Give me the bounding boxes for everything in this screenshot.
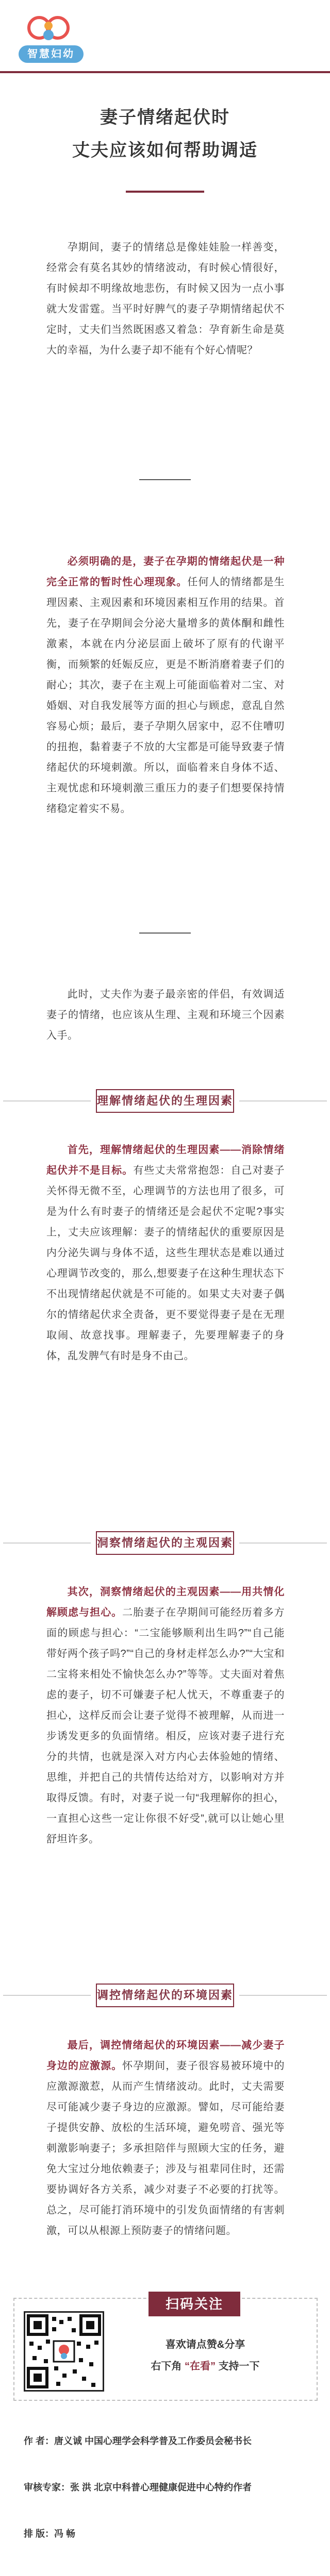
divider-1 — [139, 479, 191, 480]
credit-layout-label: 排 版： — [24, 2529, 55, 2539]
credit-layout-value: 冯 畅 — [54, 2529, 76, 2539]
credit-reviewer — [24, 2478, 312, 2497]
watching-support-text — [118, 2358, 293, 2372]
header-rule — [0, 71, 330, 73]
credit-author-value: 唐义诚 中国心理学会科学普及工作委员会秘书长 — [54, 2436, 252, 2446]
watching-pre: 右下角 — [151, 2361, 182, 2372]
header — [0, 0, 330, 242]
logo — [19, 12, 84, 64]
intro-paragraph — [46, 237, 285, 361]
subjective-highlight: 其次，洞察情绪起伏的主观因素——用共情化解顾虑与担心。 — [46, 1586, 285, 1618]
title-divider — [126, 191, 204, 193]
section-heading-subjective: 洞察情绪起伏的主观因素 — [96, 1531, 234, 1555]
normalcy-highlight: 必须明确的是，妻子在孕期的情绪起伏是一种完全正常的暂时性心理现象。 — [46, 556, 285, 588]
logo-text: 智慧妇幼 — [19, 45, 84, 63]
credit-author — [24, 2432, 312, 2450]
normalcy-text: 任何人的情绪都是生理因素、主观因素和环境因素相互作用的结果。首先，妻子在孕期间会分泌大量增多的黄体酮和雌性激素，本就在内分泌层面上破坏了原有的代谢平衡，而频繁的妊娠反应，更是不断消磨着妻子们的耐心；其次，妻子在主观上可能面临着对二宝、对婚姻、对自我发展等方面的担心与顾虑，意乱自然容易心烦；最后，妻子孕期久居家中，忍不住嘈叨的扭抱，黏着妻子不放的大宝都是可能导致妻子情绪起伏的环境刺激。所以，面临着来自身体不适、主观忧虑和环境刺激三重压力的妻子们想要保持情绪稳定着实不易。 — [46, 577, 285, 815]
physiological-paragraph — [46, 1140, 285, 1366]
credit-reviewer-label: 审核专家： — [24, 2482, 70, 2493]
section-heading-physiological: 理解情绪起伏的生理因素 — [96, 1089, 234, 1113]
watching-post: 支持一下 — [218, 2361, 260, 2372]
subjective-paragraph — [46, 1582, 285, 1850]
subjective-text: 二胎妻子在孕期间可能经历着多方面的顾虑与担心：“二宝能够顺利出生吗?”“自己能带好两个孩子吗?”“自己的身材走样怎么办?”“大宝和二宝将来相处不愉快怎么办?”等等。丈夫面对着焦虑的妻子，切不可嫌妻子杞人忧天，不尊重妻子的担心，这样反而会让妻子觉得不被理解，从而进一步诱发更多的负面情绪。相反，应该对妻子进行充分的共情，也就是深入对方内心去体验她的情绪、思维，并把自己的共情传达给对方，以影响对方并取得反馈。有时，对妻子说一句“我理解你的担心，一直担心这些一定让你很不好受”,就可以让她心里舒坦许多。 — [46, 1607, 285, 1845]
title-line-2: 丈夫应该如何帮助调适 — [72, 141, 258, 160]
like-share-text: 喜欢请点赞&分享 — [165, 2339, 245, 2350]
follow-button[interactable]: 扫码关注 — [148, 2292, 240, 2316]
qr-code[interactable] — [24, 2311, 104, 2392]
watching-highlight: “在看” — [185, 2361, 216, 2372]
approach-text: 此时，丈夫作为妻子最亲密的伴侣，有效调适妻子的情绪，也应该从生理、主观和环境三个因素入手。 — [46, 989, 285, 1041]
credit-layout — [24, 2524, 312, 2543]
follow-box — [13, 2298, 318, 2401]
approach-paragraph — [46, 984, 285, 1046]
environmental-text: 怀孕期间，妻子很容易被环境中的应激源激惹，从而产生情绪波动。此时，丈夫需要尽可能减少妻子身边的应激源。譬如，尽可能给妻子提供安静、放松的生活环境，避免唠音、强光等刺激影响妻子；多承担陪伴与照顾大宝的任务，避免大宝过分地依赖妻子；涉及与祖辈同住时，还需要协调好各方关系，减少对妻子不必要的打扰等。总之，尽可能打消环境中的引发负面情绪的有害刺激，可以从根源上预防妻子的情绪问题。 — [46, 2060, 285, 2236]
normalcy-paragraph — [46, 551, 285, 819]
divider-2 — [139, 933, 191, 934]
section-heading-environmental: 调控情绪起伏的环境因素 — [96, 1984, 234, 2007]
credit-author-label: 作 者： — [24, 2436, 55, 2446]
intro-text: 孕期间，妻子的情绪总是像娃娃脸一样善变，经常会有莫名其妙的情绪波动，有时候心情很好，有时候却不明缘故地悲伤，有时候又因为一点小事就大发雷霆。当平时好脾气的妻子孕期情绪起伏不定时，丈夫们当然既困惑又着急：孕育新生命是莫大的幸福，为什么妻子却不能有个好心情呢？ — [46, 242, 285, 356]
logo-icon — [19, 12, 84, 48]
page-title — [0, 101, 330, 167]
qr-code-icon — [25, 2313, 103, 2390]
physiological-text: 有些丈夫常常抱怨：自己对妻子关怀得无微不至，心理调节的方法也用了很多，可是为什么有时妻子的情绪还是会起伏不定呢?事实上，丈夫应该理解：妻子的情绪起伏的重要原因是内分泌失调与身体不适，这些生理状态是难以通过心理调节改变的，那么,想要妻子在这种生理状态下不出现情绪起伏就是不可能的。如果丈夫对妻子偶尔的情绪起伏求全责备，更不要觉得妻子是在无理取闹、故意找事。理解妻子，先要理解妻子的身体，乱发脾气有时是身不由己。 — [46, 1165, 285, 1362]
credit-reviewer-value: 张 洪 北京中科普心理健康促进中心特约作者 — [70, 2482, 252, 2493]
physiological-highlight: 首先，理解情绪起伏的生理因素——消除情绪起伏并不是目标。 — [46, 1144, 285, 1176]
environmental-paragraph — [46, 2035, 285, 2241]
environmental-highlight: 最后，调控情绪起伏的环境因素——减少妻子身边的应激源。 — [46, 2040, 285, 2072]
title-line-1: 妻子情绪起伏时 — [100, 108, 230, 127]
